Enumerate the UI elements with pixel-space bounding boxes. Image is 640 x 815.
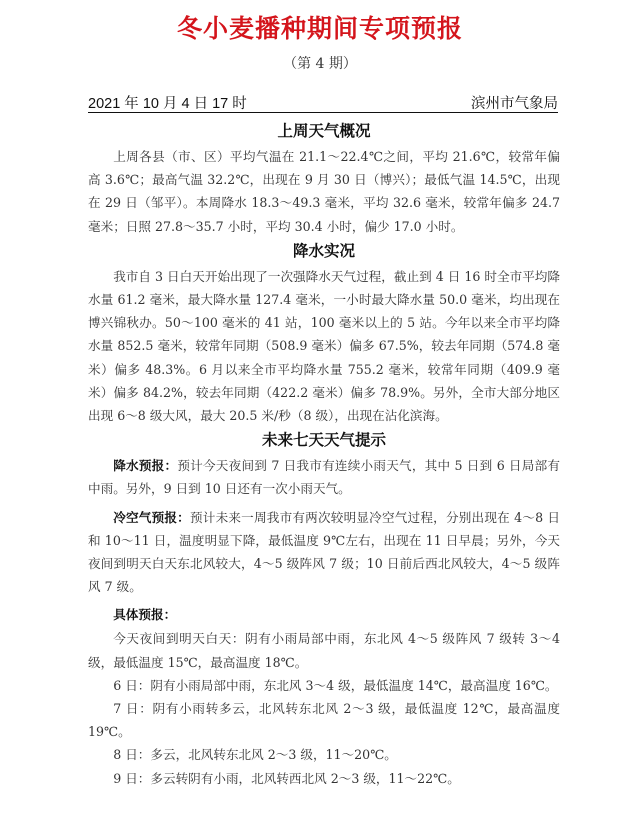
detail-line: 今天夜间到明天白天：阴有小雨局部中雨，东北风 4～5 级阵风 7 级转 3～4 级，最低温度 15℃，最高温度 18℃。 (88, 631, 560, 670)
issue-date: 2021 年 10 月 4 日 17 时 (88, 96, 247, 112)
section-heading-precip: 降水实况 (292, 241, 355, 260)
detail-line: 7 日：阴有小雨转多云，北风转东北风 2～3 级，最低温度 12℃，最高温度 19℃。 (88, 701, 560, 740)
detail-line: 8 日：多云，北风转东北风 2～3 级，11～20℃。 (113, 747, 397, 763)
document-title: 冬小麦播种期间专项预报 (176, 14, 463, 43)
section-heading-forecast: 未来七天天气提示 (261, 431, 386, 450)
last-week-paragraph: 上周各县（市、区）平均气温在 21.1～22.4℃之间，平均 21.6℃，较常年偏高 3.6℃；最高气温 32.2℃，出现在 9 月 30 日（博兴）；最低气温 14.5℃，出现在 29 日（邹平）。本周降水 18.3～49.3 毫米，平均 32.6 毫米，较常年偏多 24.7 毫米；日照 27.8～35.7 小时，平均 30.4 小时，偏少 17.0 小时。 (88, 149, 560, 234)
detail-line: 9 日：多云转阴有小雨，北风转西北风 2～3 级，11～22℃。 (113, 770, 460, 786)
rain-forecast-paragraph (88, 454, 560, 500)
section-heading-last-week: 上周天气概况 (277, 122, 371, 140)
issuer: 滨州市气象局 (471, 96, 558, 112)
rain-forecast-text: 预计今天夜间到 7 日我市有连续小雨天气，其中 5 日到 6 日局部有中雨。另外，9 日到 10 日还有一次小雨天气。 (88, 458, 561, 497)
dateline (88, 90, 558, 113)
cold-air-text: 预计未来一周我市有两次较明显冷空气过程，分别出现在 4～8 日和 10～11 日，温度明显下降，最低温度 9℃左右，出现在 11 日早晨；另外，今天夜间到明天白天东北风较大，4～5 级阵风 7 级；10 日前后西北风较大，4～5 级阵风 7 级。 (88, 509, 560, 595)
cold-air-label: 冷空气预报： (113, 509, 190, 525)
issue-number: （第 4 期） (283, 56, 357, 72)
detail-line: 6 日：阴有小雨局部中雨，东北风 3～4 级，最低温度 14℃，最高温度 16℃。 (113, 677, 558, 693)
detail-forecast-label: 具体预报： (113, 607, 177, 623)
document-body (88, 118, 560, 790)
rain-forecast-label: 降水预报： (113, 458, 178, 474)
precip-paragraph: 我市自 3 日白天开始出现了一次强降水天气过程，截止到 4 日 16 时全市平均降水量 61.2 毫米，最大降水量 127.4 毫米，一小时最大降水量 50.0 毫米，均出现在博兴锦秋办。50～100 毫米的 41 站，100 毫米以上的 5 站。今年以来全市平均降水量 852.5 毫米，较常年同期（508.9 毫米）偏多 67.5%，较去年同期（574.8 毫米）偏多 48.3%。6 月以来全市平均降水量 755.2 毫米，较常年同期（409.9 毫米）偏多 84.2%，较去年同期（422.2 毫米）偏多 78.9%。另外，全市大部分地区出现 6～8 级大风，最大 20.5 米/秒（8 级），出现在沾化滨海。 (88, 268, 560, 424)
cold-air-paragraph (88, 506, 560, 599)
